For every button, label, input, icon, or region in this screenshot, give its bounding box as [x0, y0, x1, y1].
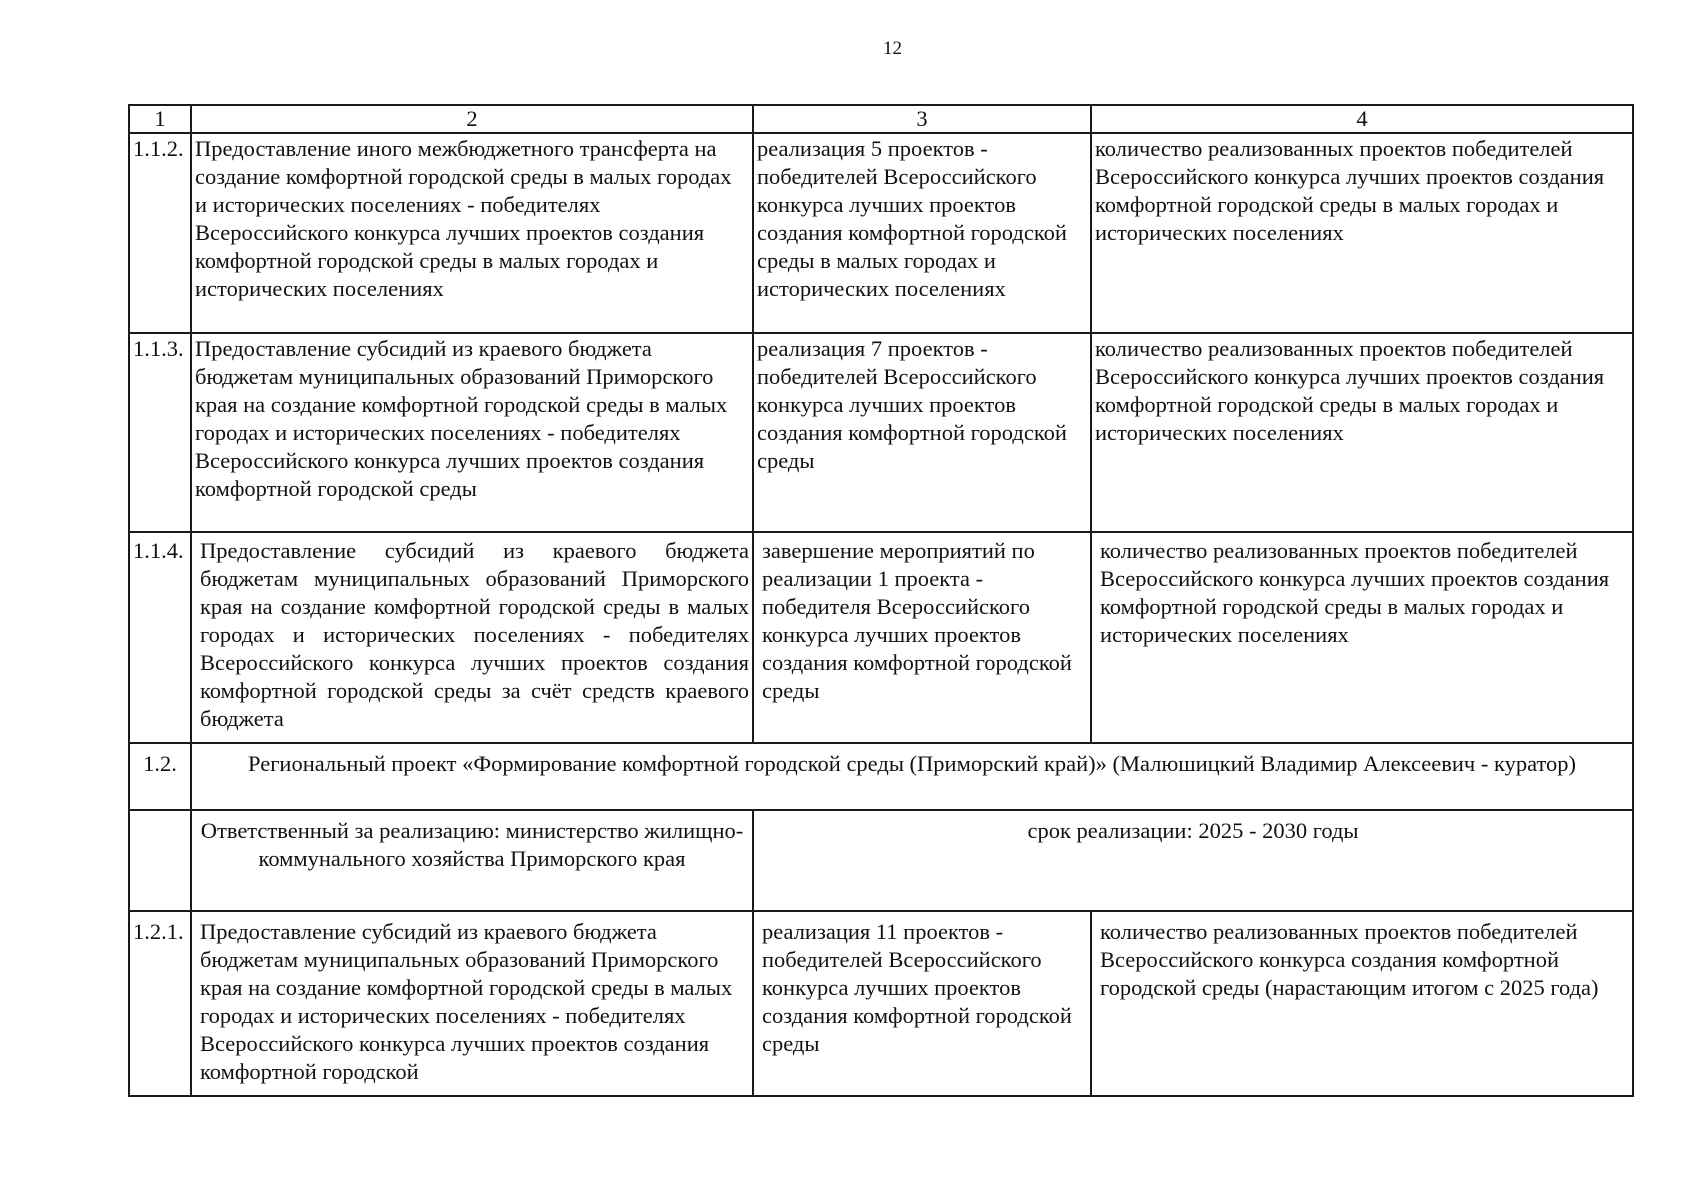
responsible-row [129, 810, 1633, 911]
row-result: реализация 5 проектов - победителей Всероссийского конкурса лучших проектов создания комфортной городской среды в малых городах и исторических поселениях [753, 133, 1091, 333]
row-measure: Предоставление субсидий из краевого бюджета бюджетам муниципальных образований Приморского края на создание комфортной городской среды в малых городах и исторических поселениях - победителях Всероссийского конкурса лучших проектов создания комфортной городской [191, 911, 753, 1096]
row-indicator: количество реализованных проектов победителей Всероссийского конкурса лучших проектов создания комфортной городской среды в малых городах и исторических поселениях [1091, 133, 1633, 333]
table-row [129, 333, 1633, 532]
header-col-4: 4 [1091, 105, 1633, 133]
row-result: реализация 11 проектов - победителей Всероссийского конкурса лучших проектов создания комфортной городской среды [753, 911, 1091, 1096]
table-row [129, 133, 1633, 333]
table-header-row [129, 105, 1633, 133]
section-row [129, 743, 1633, 810]
section-number: 1.2. [129, 743, 191, 810]
row-indicator: количество реализованных проектов победителей Всероссийского конкурса лучших проектов создания комфортной городской среды в малых городах и исторических поселениях [1091, 333, 1633, 532]
table-row [129, 532, 1633, 743]
row-number: 1.2.1. [129, 911, 191, 1096]
responsible-text: Ответственный за реализацию: министерство жилищно-коммунального хозяйства Приморского края [191, 810, 753, 911]
header-col-1: 1 [129, 105, 191, 133]
row-measure: Предоставление субсидий из краевого бюджета бюджетам муниципальных образований Приморского края на создание комфортной городской среды в малых городах и исторических поселениях - победителях Всероссийского конкурса лучших проектов создания комфортной городской среды за счёт средств краевого бюджета [191, 532, 753, 743]
row-indicator: количество реализованных проектов победителей Всероссийского конкурса создания комфортной городской среды (нарастающим итогом с 2025 года) [1091, 911, 1633, 1096]
row-number: 1.1.2. [129, 133, 191, 333]
page-number: 12 [883, 38, 902, 59]
table-row [129, 911, 1633, 1096]
document-table [128, 104, 1634, 1097]
row-measure: Предоставление иного межбюджетного трансферта на создание комфортной городской среды в малых городах и исторических поселениях - победителях Всероссийского конкурса лучших проектов создания комфортной городской среды в малых городах и исторических поселениях [191, 133, 753, 333]
row-number: 1.1.3. [129, 333, 191, 532]
row-number: 1.1.4. [129, 532, 191, 743]
header-col-3: 3 [753, 105, 1091, 133]
section-title: Региональный проект «Формирование комфортной городской среды (Приморский край)» (Малюшицкий Владимир Алексеевич - куратор) [191, 743, 1633, 810]
responsible-empty-cell [129, 810, 191, 911]
implementation-term: срок реализации: 2025 - 2030 годы [753, 810, 1633, 911]
row-result: завершение мероприятий по реализации 1 проекта - победителя Всероссийского конкурса лучших проектов создания комфортной городской среды [753, 532, 1091, 743]
row-result: реализация 7 проектов - победителей Всероссийского конкурса лучших проектов создания комфортной городской среды [753, 333, 1091, 532]
header-col-2: 2 [191, 105, 753, 133]
row-indicator: количество реализованных проектов победителей Всероссийского конкурса лучших проектов создания комфортной городской среды в малых городах и исторических поселениях [1091, 532, 1633, 743]
row-measure: Предоставление субсидий из краевого бюджета бюджетам муниципальных образований Приморского края на создание комфортной городской среды в малых городах и исторических поселениях - победителях Всероссийского конкурса лучших проектов создания комфортной городской среды [191, 333, 753, 532]
